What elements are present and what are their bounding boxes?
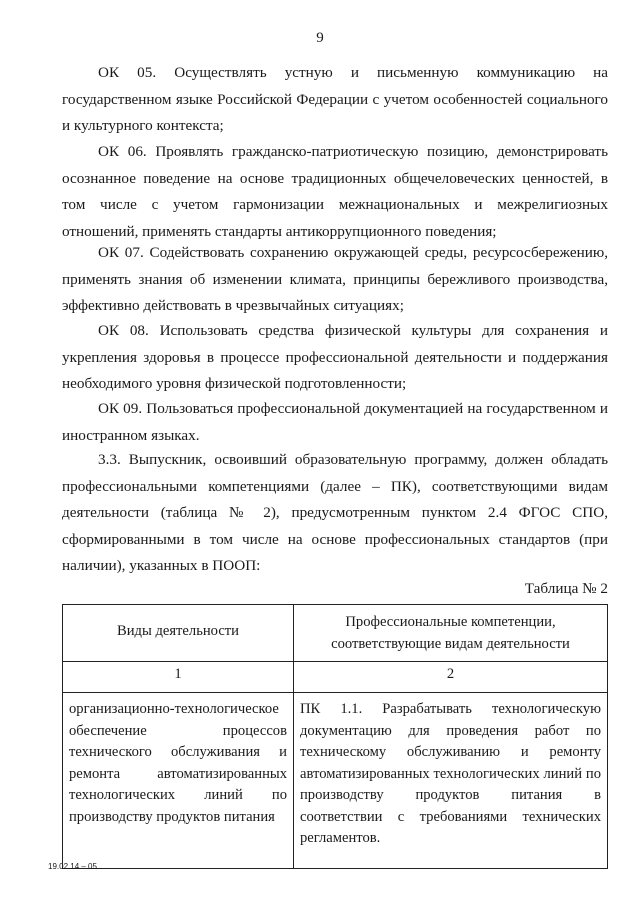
footer-code: 19.02.14 – 05	[48, 862, 97, 871]
table-cell-competence: ПК 1.1. Разрабатывать технологическую документацию для проведения работ по техническому обслуживанию и ремонту автоматизированных технологических линий по производству продуктов питания в соответствии с требованиями технических регламентов.	[294, 693, 608, 869]
table-col-number-2: 2	[294, 662, 608, 693]
paragraph-ok07: ОК 07. Содействовать сохранению окружающей среды, ресурсосбережению, применять знания об изменении климата, принципы бережливого производства, эффективно действовать в чрезвычайных ситуациях;	[62, 244, 608, 314]
table-header-row	[63, 605, 608, 662]
table-col-number-1: 1	[63, 662, 294, 693]
paragraph-ok05: ОК 05. Осуществлять устную и письменную коммуникацию на государственном языке Российской Федерации с учетом особенностей социального и культурного контекста;	[62, 64, 608, 134]
paragraph-ok08: ОК 08. Использовать средства физической культуры для сохранения и укрепления здоровья в процессе профессиональной деятельности и поддержания необходимого уровня физической подготовленности;	[62, 322, 608, 392]
paragraph-ok06: ОК 06. Проявлять гражданско-патриотическую позицию, демонстрировать осознанное поведение на основе традиционных общечеловеческих ценностей, в том числе с учетом гармонизации межнациональных и межрелигиозных отношений, применять стандарты антикоррупционного поведения;	[62, 143, 608, 240]
table-caption: Таблица № 2	[524, 580, 608, 597]
table-cell-activity: организационно-технологическое обеспечение процессов технического обслуживания и ремонта автоматизированных технологических линий по производству продуктов питания	[63, 693, 294, 869]
table-header-activity: Виды деятельности	[63, 605, 294, 662]
page-number: 9	[316, 30, 324, 46]
table-header-competence: Профессиональные компетенции, соответствующие видам деятельности	[294, 605, 608, 662]
paragraph-ok09: ОК 09. Пользоваться профессиональной документацией на государственном и иностранном языках.	[62, 400, 608, 444]
paragraph-3-3: 3.3. Выпускник, освоивший образовательную программу, должен обладать профессиональными компетенциями (далее – ПК), соответствующими видам деятельности (таблица № 2), предусмотренным пунктом 2.4 ФГОС СПО, сформированными в том числе на основе профессиональных стандартов (при наличии), указанных в ПООП:	[62, 451, 608, 574]
table-row	[63, 693, 608, 869]
competence-table	[62, 604, 608, 869]
table-number-row	[63, 662, 608, 693]
